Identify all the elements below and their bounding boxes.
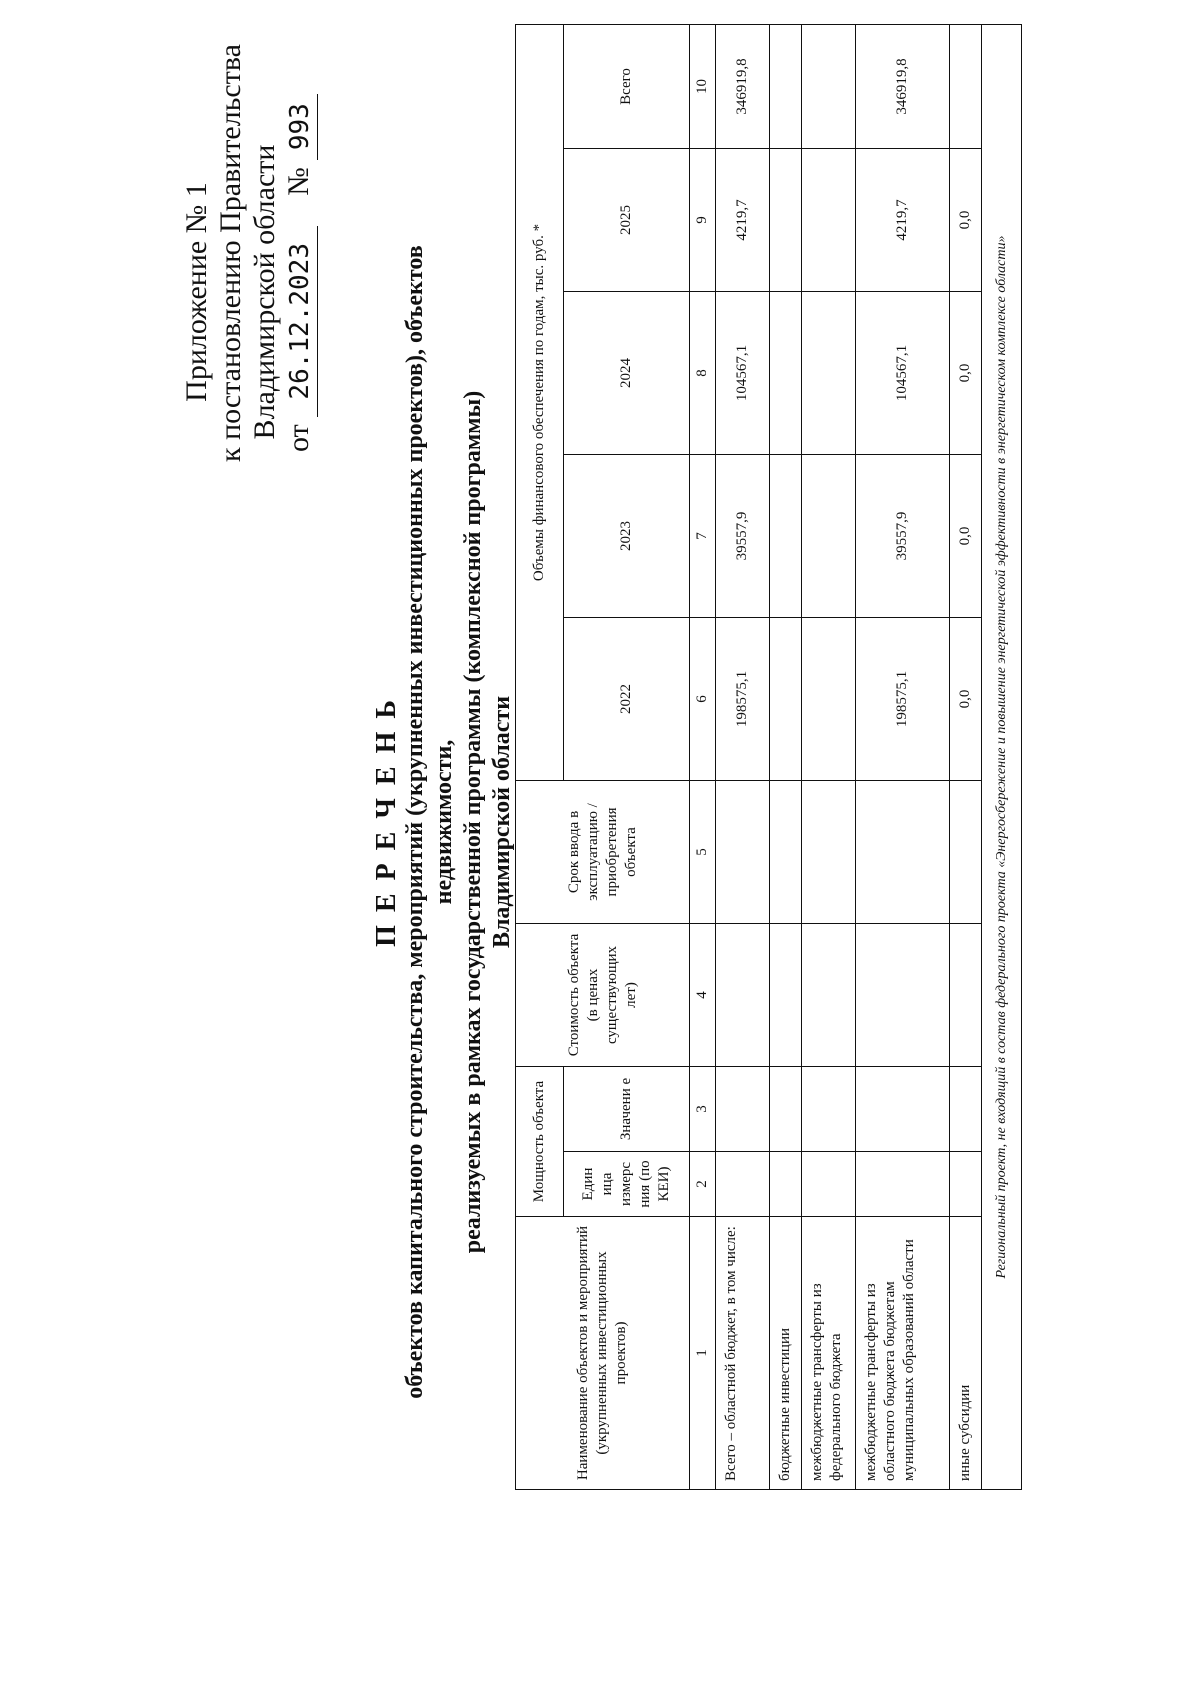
header-2024: 2024 (564, 291, 690, 454)
appendix-block (180, 44, 318, 462)
table-row (716, 24, 770, 1489)
value-2024: 104567,1 (716, 291, 770, 454)
header-2023: 2023 (564, 454, 690, 617)
header-funding: Объемы финансового обеспечения по годам, тыс. руб. * (516, 24, 564, 780)
row-name: межбюджетные трансферты из областного бюджета бюджетам муниципальных образований области (856, 1217, 950, 1490)
resolution-date: 26.12.2023 (283, 226, 318, 417)
value-2022 (802, 617, 856, 780)
header-row-1 (516, 24, 564, 1489)
header-2025: 2025 (564, 148, 690, 291)
objects-table (515, 24, 1022, 1490)
header-cost: Стоимость объекта (в ценах существующих лет) (516, 923, 690, 1066)
appendix-region: Владимирской области (248, 144, 281, 440)
value-2024: 0,0 (950, 291, 982, 454)
footnote-row (982, 24, 1022, 1489)
number-label: № (282, 167, 315, 196)
header-value: Значени е (564, 1066, 690, 1151)
col-number: 4 (690, 923, 716, 1066)
value-2024: 104567,1 (856, 291, 950, 454)
from-label: от (282, 424, 315, 452)
value-2022 (770, 617, 802, 780)
value-2025: 4219,7 (716, 148, 770, 291)
header-2022: 2022 (564, 617, 690, 780)
value-2025: 0,0 (950, 148, 982, 291)
col-number: 7 (690, 454, 716, 617)
value-total (950, 24, 982, 148)
appendix-title: Приложение № 1 (180, 182, 213, 402)
value-2025: 4219,7 (856, 148, 950, 291)
value-2025 (770, 148, 802, 291)
header-total: Всего (564, 24, 690, 148)
value-2022: 0,0 (950, 617, 982, 780)
value-2023: 0,0 (950, 454, 982, 617)
resolution-number: 993 (283, 94, 318, 160)
row-name: межбюджетные трансферты из федерального бюджета (802, 1217, 856, 1490)
header-unit: Един ица измерс ния (по КЕИ) (564, 1152, 690, 1217)
heading-title: П Е Р Е Ч Е Н Ь (371, 697, 402, 947)
heading-line-2: реализуемых в рамках государственной программы (комплексной программы) (460, 390, 486, 1254)
col-number: 2 (690, 1152, 716, 1217)
value-2023: 39557,9 (716, 454, 770, 617)
regional-project-note: Региональный проект, не входящий в состав федерального проекта «Энергосбережение и повышение энергетической эффективности в энергетическом комплексе области» (982, 24, 1022, 1489)
heading-line-3: Владимирской области (489, 695, 515, 949)
heading-line-1: объектов капитального строительства, мероприятий (укрупненных инвестиционных проектов), объектов недвижимости, (402, 245, 457, 1399)
table-row (856, 24, 950, 1489)
value-total (802, 24, 856, 148)
value-2025 (802, 148, 856, 291)
value-2022: 198575,1 (716, 617, 770, 780)
col-number: 1 (690, 1217, 716, 1490)
col-number: 6 (690, 617, 716, 780)
header-name: Наименование объектов и мероприятий (укрупненных инвестиционных проектов) (516, 1217, 690, 1490)
row-name: иные субсидии (950, 1217, 982, 1490)
row-name: Всего – областной бюджет, в том числе: (716, 1217, 770, 1490)
col-number: 9 (690, 148, 716, 291)
value-2024 (770, 291, 802, 454)
value-2023 (770, 454, 802, 617)
col-number: 5 (690, 780, 716, 923)
header-term: Срок ввода в эксплуатацию / приобретения объекта (516, 780, 690, 923)
table-row (770, 24, 802, 1489)
col-number: 10 (690, 24, 716, 148)
appendix-date-line (282, 103, 318, 462)
table-row (802, 24, 856, 1489)
table-row (950, 24, 982, 1489)
column-numbers-row (690, 24, 716, 1489)
value-2023: 39557,9 (856, 454, 950, 617)
value-2022: 198575,1 (856, 617, 950, 780)
value-2024 (802, 291, 856, 454)
col-number: 8 (690, 291, 716, 454)
appendix-resolution: к постановлению Правительства (214, 44, 247, 462)
value-total: 346919,8 (856, 24, 950, 148)
header-capacity: Мощность объекта (516, 1066, 564, 1216)
value-2023 (802, 454, 856, 617)
value-total: 346919,8 (716, 24, 770, 148)
value-total (770, 24, 802, 148)
row-name: бюджетные инвестиции (770, 1217, 802, 1490)
document-heading (372, 182, 517, 1462)
col-number: 3 (690, 1066, 716, 1151)
